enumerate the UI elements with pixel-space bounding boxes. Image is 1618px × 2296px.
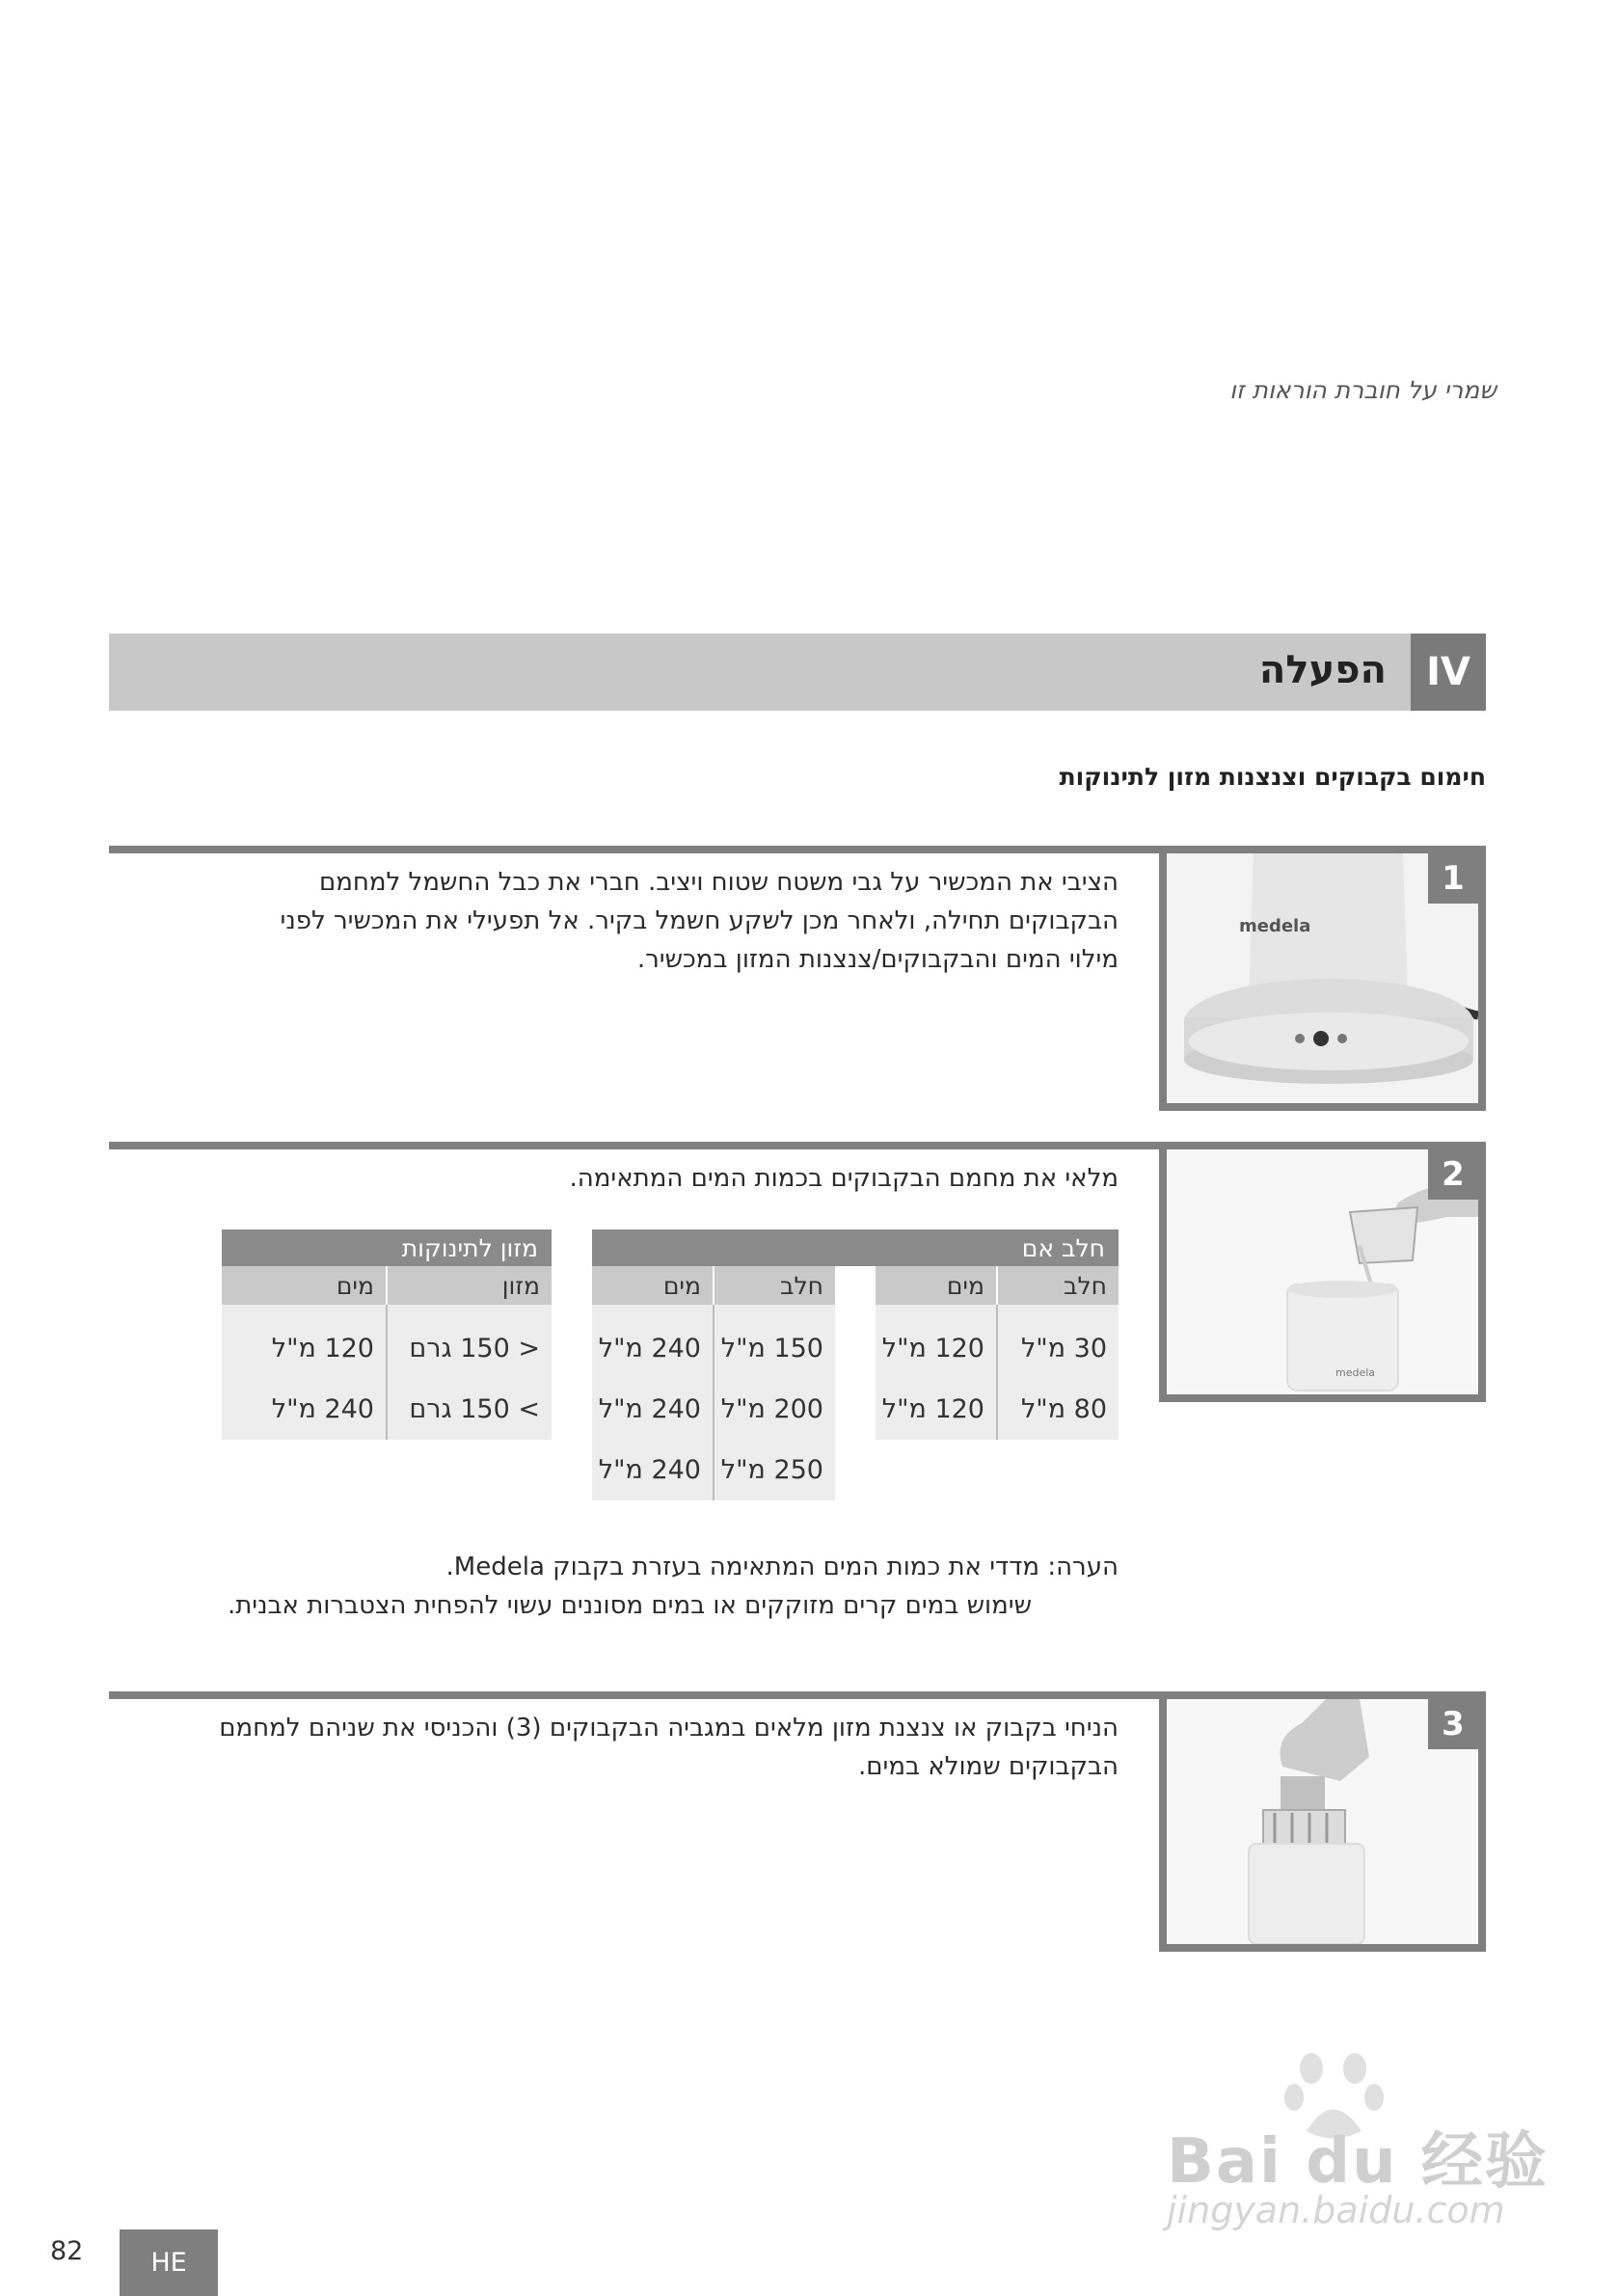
table-cell: 120 מ"ל bbox=[881, 1334, 984, 1364]
column-header: מים bbox=[876, 1266, 998, 1305]
keep-instructions-note: שמרי על חוברת הוראות זו bbox=[1229, 376, 1497, 404]
table-cell: 240 מ"ל bbox=[598, 1334, 701, 1364]
watermark-text: Bai du 经验 bbox=[1167, 2126, 1549, 2198]
step-2-number: 2 bbox=[1428, 1149, 1478, 1200]
note-line: הערה: מדדי את כמות המים המתאימה בעזרת בקבוק Medela. bbox=[445, 1553, 1119, 1581]
column-header: מים bbox=[592, 1266, 715, 1305]
table-cell: < 150 גרם bbox=[409, 1334, 540, 1364]
watermark-url: jingyan.baidu.com bbox=[1167, 2189, 1505, 2231]
table-cell: 200 מ"ל bbox=[720, 1394, 823, 1424]
table-cell: > 150 גרם bbox=[409, 1394, 540, 1424]
brand-logo: medela bbox=[1335, 1366, 1376, 1379]
baby-food-table bbox=[222, 1229, 552, 1440]
table-cell: 240 מ"ל bbox=[598, 1394, 701, 1424]
table-cell: 120 מ"ל bbox=[271, 1334, 374, 1364]
table-cell: 120 מ"ל bbox=[881, 1394, 984, 1424]
section-number: IV bbox=[1411, 634, 1486, 711]
step-3-image-frame bbox=[1159, 1691, 1486, 1952]
breast-milk-table bbox=[592, 1229, 1119, 1500]
table-cell: 150 מ"ל bbox=[720, 1334, 823, 1364]
table-cell: 30 מ"ל bbox=[1020, 1334, 1107, 1364]
page-number: 82 bbox=[50, 2236, 84, 2266]
step-1-image-frame bbox=[1159, 846, 1486, 1111]
step-1-number: 1 bbox=[1428, 853, 1478, 904]
note-line: שימוש במים קרים מזוקקים או במים מסוננים עשוי להפחית הצטברות אבנית. bbox=[227, 1591, 1032, 1620]
step-2-text: מלאי את מחמם הבקבוקים בכמות המים המתאימה. bbox=[569, 1164, 1119, 1193]
brand-logo: medela bbox=[1239, 916, 1311, 936]
breast-milk-table-title: חלב אם bbox=[592, 1229, 1119, 1266]
table-cell: 80 מ"ל bbox=[1020, 1394, 1107, 1424]
table-cell: 240 מ"ל bbox=[271, 1394, 374, 1424]
step-3-text: הניחי בקבוק או צנצנת מזון מלאים במגביה הבקבוקים (3) והכניסי את שניהם למחמם הבקבוקים שמולא במים. bbox=[219, 1714, 1119, 1781]
breast-milk-group-2 bbox=[592, 1266, 835, 1500]
step-3-number: 3 bbox=[1428, 1699, 1478, 1749]
column-header: מזון bbox=[501, 1271, 540, 1300]
column-header: מים bbox=[222, 1266, 388, 1305]
step-1-text: הציבי את המכשיר על גבי משטח שטוח ויציב. חברי את כבל החשמל למחמם הבקבוקים תחילה, ולאחר מכן לשקע חשמל בקיר. אל תפעילי את המכשיר לפני מילוי המים והבקבוקים/צנצנות המזון במכשיר. bbox=[280, 868, 1119, 974]
column-header: חלב bbox=[1064, 1271, 1107, 1300]
table-cell: 240 מ"ל bbox=[598, 1455, 701, 1485]
language-tab: HE bbox=[120, 2229, 218, 2296]
breast-milk-group-1 bbox=[876, 1266, 1119, 1500]
section-title: הפעלה bbox=[1258, 648, 1387, 692]
step-2-image-frame bbox=[1159, 1142, 1486, 1402]
baby-food-table-title: מזון לתינוקות bbox=[222, 1229, 552, 1266]
table-cell: 250 מ"ל bbox=[720, 1455, 823, 1485]
subheading: חימום בקבוקים וצנצנות מזון לתינוקות bbox=[1059, 763, 1486, 791]
column-header: חלב bbox=[780, 1271, 823, 1300]
